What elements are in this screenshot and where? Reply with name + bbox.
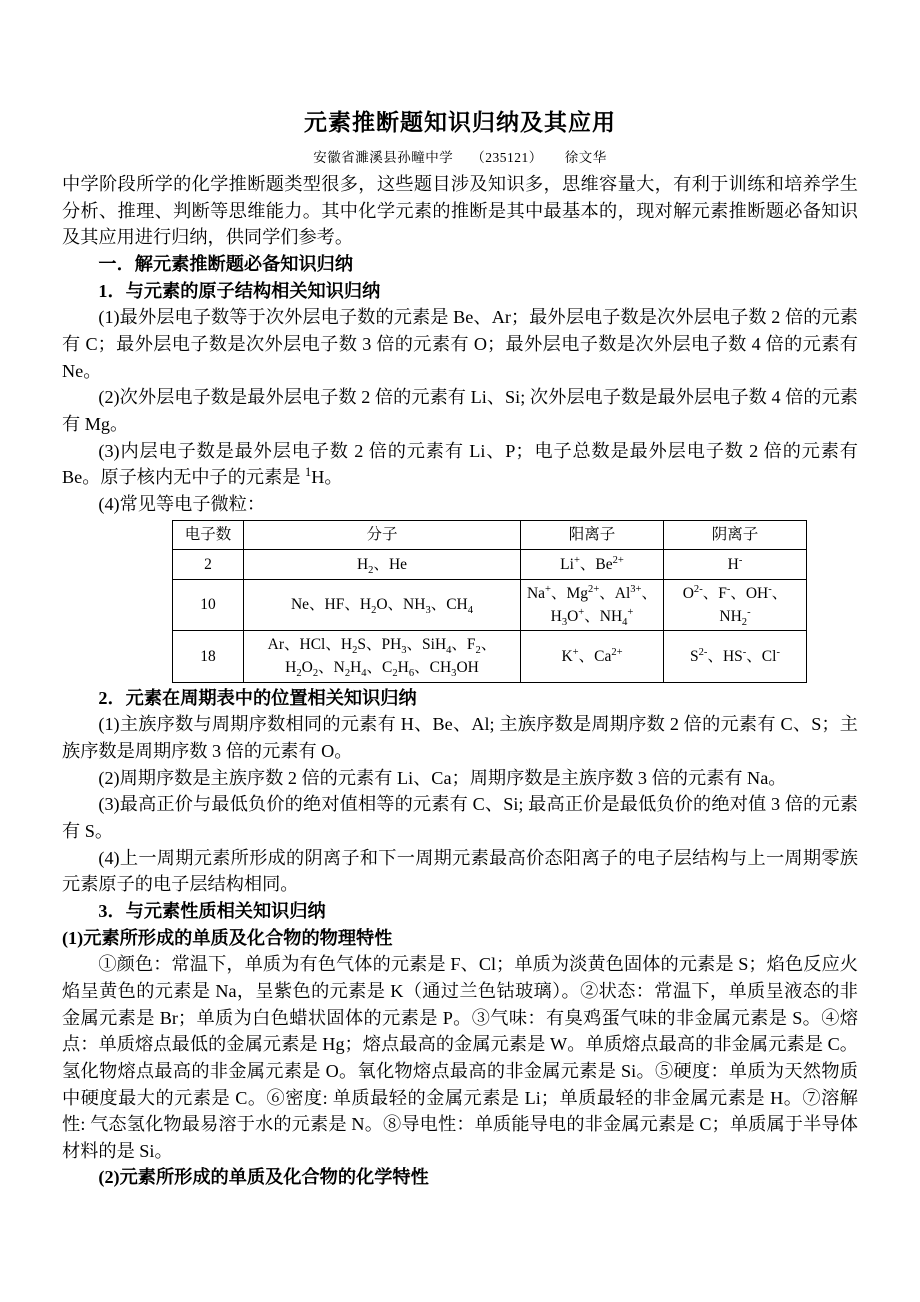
cell-electrons-10: 10 — [173, 579, 244, 631]
paragraph-1-2-item-2: (2)周期序数是主族序数 2 倍的元素有 Li、Ca；周期序数是主族序数 3 倍的元素有 Na。 — [98, 767, 787, 788]
paragraph-1-2-item-3: (3)最高正价与最低负价的绝对值相等的元素有 C、Si; 最高正价是最低负价的绝对值 3 倍的元素有 S。 — [62, 794, 858, 841]
paragraph-1-1-item-3 — [62, 438, 858, 491]
paragraph-1-1-item-4: (4)常见等电子微粒： — [98, 494, 266, 515]
cell-anions-18: $S^{2-}$、HS-、Cl- — [664, 631, 807, 683]
cell-molecules-10: Ne、HF、$H_2O$、$NH_3$、$CH_4$ — [244, 579, 521, 631]
heading-section-1: 一．解元素推断题必备知识归纳 — [98, 254, 354, 275]
paragraph-1-2-item-4: (4)上一周期元素所形成的阴离子和下一周期元素最高价态阳离子的电子层结构与上一周期零族元素原子的电子层结构相同。 — [62, 847, 858, 895]
cell-molecules-18: Ar、HCl、$H_2S$、$PH_3$、SiH$_4$、$F_2$、 $H_2O_2$、$N_2H_4$、$C_2H_6$、$CH_3OH$ — [244, 631, 521, 683]
table-header-cation: 阳离子 — [521, 520, 664, 549]
table-header-electrons: 电子数 — [173, 520, 244, 549]
paragraph-1-2-item-1: (1)主族序数与周期序数相同的元素有 H、Be、Al; 主族序数是周期序数 2 倍的元素有 C、S；主族序数是周期序数 3 倍的元素有 O。 — [62, 714, 858, 761]
paragraph-1-1-item-2: (2)次外层电子数是最外层电子数 2 倍的元素有 Li、Si; 次外层电子数是最外层电子数 4 倍的元素有 Mg。 — [62, 387, 858, 435]
table-row — [173, 631, 807, 683]
page-title: 元素推断题知识归纳及其应用 — [304, 110, 616, 135]
intro-paragraph: 中学阶段所学的化学推断题类型很多，这些题目涉及知识多，思维容量大，有利于训练和培养学生分析、推理、判断等思维能力。其中化学元素的推断是其中最基本的，现对解元素推断题必备知识及其应用进行归纳，供同学们参考。 — [62, 174, 858, 248]
cell-cations-10: Na+、$Mg^{2+}$、$Al^{3+}$、 $H_3O^+$、$NH_4^+$ — [521, 579, 664, 631]
table-header-row — [173, 520, 807, 549]
isotope-mass-number: 1 — [305, 465, 312, 480]
heading-section-1-3: 3．与元素性质相关知识归纳 — [98, 900, 326, 921]
table-header-anion: 阴离子 — [664, 520, 807, 549]
byline-affiliation: 安徽省濉溪县孙疃中学 — [313, 149, 454, 165]
table-row — [173, 549, 807, 579]
table-row — [173, 579, 807, 631]
heading-section-1-2: 2．元素在周期表中的位置相关知识归纳 — [98, 687, 417, 708]
cell-electrons-2: 2 — [173, 549, 244, 579]
paragraph-1-1-item-3-a: (3)内层电子数是最外层电子数 2 倍的元素有 Li、P；电子总数是最外层电子数 2 倍的元素有 Be。原子核内无中子的元素是 — [62, 440, 858, 488]
byline-postcode: （235121） — [471, 149, 543, 165]
cell-molecules-2: $H_2$、He — [244, 549, 521, 579]
heading-section-1-3-1: (1)元素所形成的单质及化合物的物理特性 — [62, 927, 393, 948]
cell-cations-18: K+、$Ca^{2+}$ — [521, 631, 664, 683]
cell-electrons-18: 18 — [173, 631, 244, 683]
paragraph-1-1-item-1: (1)最外层电子数等于次外层电子数的元素是 Be、Ar；最外层电子数是次外层电子数 2 倍的元素有 C；最外层电子数是次外层电子数 3 倍的元素有 O；最外层电子数是次外层电子数 4 倍的元素有 Ne。 — [62, 307, 858, 381]
paragraph-1-3-physical-properties: ①颜色：常温下，单质为有色气体的元素是 F、Cl；单质为淡黄色固体的元素是 S；焰色反应火焰呈黄色的元素是 Na，呈紫色的元素是 K（通过兰色钴玻璃）。②状态：常温下，单质呈液态的非金属元素是 Br；单质为白色蜡状固体的元素是 P。③气味：有臭鸡蛋气味的非金属元素是 S。④熔点：单质熔点最低的金属元素是 Hg；熔点最高的金属元素是 W。单质熔点最高的非金属元素是 C。氢化物熔点最高的非金属元素是 O。氧化物熔点最高的非金属元素是 Si。⑤硬度：单质为天然物质中硬度最大的元素是 C。⑥密度: 单质最轻的金属元素是 Li；单质最轻的非金属元素是 H。⑦溶解性: 气态氢化物最易溶于水的元素是 N。⑧导电性：单质能导电的非金属元素是 C；单质属于半导体材料的是 Si。 — [62, 954, 858, 1161]
byline — [62, 148, 858, 168]
heading-section-1-3-2: (2)元素所形成的单质及化合物的化学特性 — [98, 1167, 429, 1188]
cell-cations-2: Li+、$Be^{2+}$ — [521, 549, 664, 579]
paragraph-1-1-item-3-b: H。 — [311, 467, 343, 488]
cell-anions-2: H- — [664, 549, 807, 579]
table-header-molecule: 分子 — [244, 520, 521, 549]
heading-section-1-1: 1．与元素的原子结构相关知识归纳 — [98, 280, 381, 301]
cell-anions-10: $O^{2-}$、F-、OH-、$NH_2^-$ — [664, 579, 807, 631]
byline-author: 徐文华 — [564, 149, 607, 165]
isoelectronic-particles-table — [172, 520, 807, 683]
